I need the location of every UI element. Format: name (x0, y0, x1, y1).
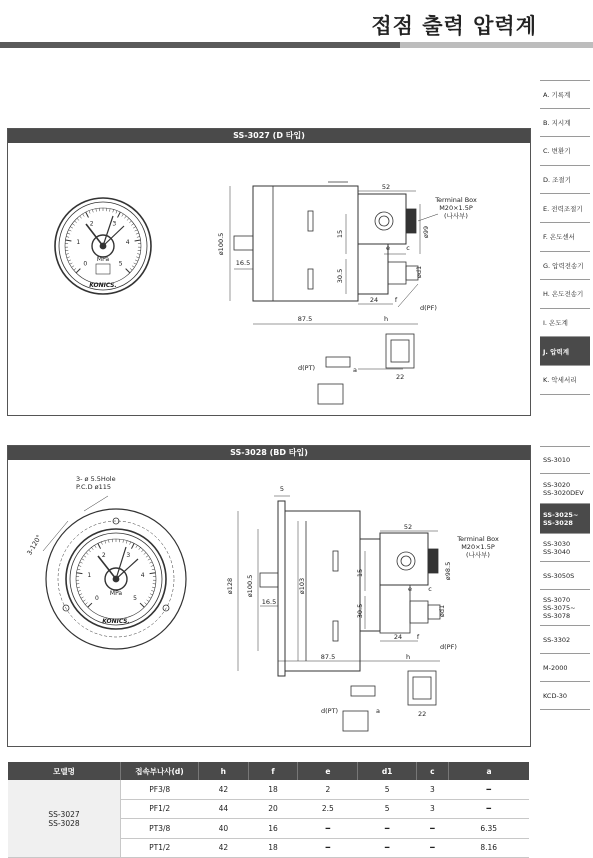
spec-table (8, 762, 529, 858)
dimension-labels (217, 183, 477, 381)
sidebar-category-item[interactable]: D. 조절기 (540, 166, 590, 195)
sidebar-category-item[interactable]: H. 온도전송기 (540, 280, 590, 309)
col-f: f (248, 762, 298, 780)
gauge-tick (78, 565, 81, 566)
table-cell: ━ (416, 819, 448, 839)
gauge-tick-label: 1 (87, 572, 91, 579)
gauge-tick (131, 543, 134, 548)
sidebar-category-item[interactable]: A. 기록계 (540, 80, 590, 109)
col-e: e (298, 762, 358, 780)
dim-a: a (376, 707, 380, 715)
gauge-tick (140, 603, 144, 607)
table-header-row (8, 762, 529, 780)
dim-h305: 30.5 (336, 269, 344, 283)
sidebar-model-label: SS-3070 (543, 596, 570, 604)
gauge-tick (146, 555, 148, 557)
dim-d99: ø99 (422, 226, 430, 238)
terminal-box-thread: M20×1.5P (461, 543, 495, 551)
gauge-tick (134, 263, 137, 264)
sidebar-model-label: SS-3025~ (543, 511, 578, 519)
dim-sq22: 22 (396, 373, 404, 381)
dim-w52: 52 (404, 523, 412, 531)
gauge-tick (135, 230, 138, 231)
gauge-tick-label: 3 (126, 552, 130, 559)
table-cell: 8.16 (448, 838, 529, 858)
sidebar-category-item[interactable]: C. 변환기 (540, 137, 590, 166)
sidebar-category-item[interactable]: K. 악세서리 (540, 366, 590, 395)
gauge-side-view (260, 501, 440, 731)
col-thread: 접속부나사(d) (121, 762, 199, 780)
gauge-tick (109, 540, 110, 543)
gauge-tick (84, 555, 86, 557)
gauge-tick-label: 3 (112, 221, 116, 228)
dim-h: h (406, 653, 410, 661)
gauge-tick (137, 254, 140, 255)
dim-sq22: 22 (418, 710, 426, 718)
col-a: a (448, 762, 529, 780)
sidebar-category-item[interactable]: I. 온도계 (540, 309, 590, 338)
gauge-tick (77, 569, 80, 570)
gauge-tick (77, 587, 80, 588)
page-title: 접점 출력 압력계 (371, 10, 537, 40)
drawing-ss3028 (8, 461, 530, 745)
sidebar-model-label: SS-3020DEV (543, 489, 584, 497)
dim-w24: 24 (394, 633, 402, 641)
dim-c: c (406, 244, 410, 252)
dim-h15: 15 (336, 230, 344, 238)
table-cell: 18 (248, 838, 298, 858)
table-cell: ━ (298, 819, 358, 839)
dim-c: c (428, 585, 432, 593)
col-d1: d1 (358, 762, 417, 780)
sidebar-model-item[interactable] (540, 446, 590, 474)
table-cell: 40 (199, 819, 249, 839)
gauge-tick (80, 562, 83, 563)
header-bar-accent (400, 42, 593, 48)
gauge-tick (85, 603, 87, 605)
gauge-tick (149, 562, 152, 563)
sidebar-model-item[interactable] (540, 504, 590, 534)
col-h: h (199, 762, 249, 780)
sidebar-model-label: SS-3030 (543, 540, 570, 548)
dim-w165: 16.5 (236, 259, 250, 267)
sidebar-model-label: M-2000 (543, 664, 568, 672)
model-cell (8, 780, 121, 858)
sidebar-model-item[interactable] (540, 626, 590, 654)
gauge-tick (126, 541, 127, 544)
table-cell: ━ (358, 838, 417, 858)
gauge-tick-label: 5 (133, 595, 137, 602)
gauge-tick (122, 214, 124, 217)
col-model: 모델명 (8, 762, 121, 780)
dim-h: h (384, 315, 388, 323)
gauge-tick (130, 268, 132, 270)
gauge-tick (77, 218, 79, 220)
panel-ss3028 (7, 445, 531, 747)
gauge-tick (89, 211, 90, 214)
dim-dpt: d(PT) (321, 707, 338, 715)
dim-d1005: ø100.5 (246, 575, 254, 598)
table-cell: 16 (248, 819, 298, 839)
table-cell: 2 (298, 780, 358, 799)
dim-d985: ø98.5 (444, 562, 452, 580)
gauge-tick (79, 594, 82, 595)
table-cell: 6.35 (448, 819, 529, 839)
table-cell: 3 (416, 780, 448, 799)
gauge-tick (86, 212, 89, 217)
gauge-tick-label: 4 (141, 572, 145, 579)
terminal-box-note: (나사부) (466, 550, 490, 559)
terminal-box-label: Terminal Box (456, 535, 499, 543)
gauge-tick (131, 224, 133, 226)
gauge-tick (70, 263, 73, 264)
table-cell: 18 (248, 780, 298, 799)
gauge-tick (88, 603, 92, 607)
dim-d103: ø103 (298, 578, 306, 594)
gauge-tick (139, 547, 141, 549)
gauge-tick (91, 547, 93, 549)
dim-w165: 16.5 (262, 598, 276, 606)
gauge-tick (69, 230, 72, 231)
table-cell: PF3/8 (121, 780, 199, 799)
table-cell: ━ (298, 838, 358, 858)
angle-label: 3-120° (25, 533, 43, 556)
gauge-tick (151, 590, 154, 591)
sidebar-model-label: SS-3010 (543, 456, 570, 464)
gauge-tick-label: 2 (102, 552, 106, 559)
gauge-tick (133, 227, 136, 229)
drawing-ss3027 (8, 144, 530, 414)
gauge-tick-label: 1 (76, 239, 80, 246)
gauge-tick (72, 224, 74, 226)
gauge-tick-label: 0 (83, 261, 87, 268)
model-name: SS-3028 (9, 819, 119, 828)
gauge-tick (135, 240, 141, 241)
dim-d1: ød1 (415, 266, 423, 278)
dim-w5: 5 (280, 485, 284, 493)
gauge-unit: MPa (110, 590, 123, 597)
gauge-tick (124, 216, 126, 218)
terminal-box-note: (나사부) (444, 211, 468, 220)
gauge-tick (81, 597, 84, 598)
panel-ss3027 (7, 128, 531, 416)
sidebar-model-item[interactable] (540, 474, 590, 504)
gauge-tick (83, 214, 85, 217)
gauge-tick (92, 210, 93, 213)
gauge-tick (136, 257, 139, 258)
gauge-tick (150, 573, 156, 574)
table-cell: 20 (248, 799, 298, 819)
model-sidebar (540, 446, 590, 710)
dim-w52: 52 (382, 183, 390, 191)
gauge-tick (113, 210, 114, 213)
model-name: SS-3027 (9, 810, 119, 819)
dim-dpt: d(PT) (298, 364, 315, 372)
gauge-tick (132, 266, 134, 268)
dim-w875: 87.5 (321, 653, 335, 661)
gauge-tick (123, 540, 124, 543)
gauge-tick (126, 269, 130, 273)
gauge-tick (150, 594, 153, 595)
hole-pcd: P.C.D ø115 (76, 483, 111, 491)
gauge-tick-label: 5 (119, 261, 123, 268)
gauge-tick-label: 0 (95, 595, 99, 602)
gauge-tick (67, 233, 70, 234)
gauge-tick (151, 565, 154, 566)
dim-dpf: d(PF) (420, 304, 437, 312)
gauge-tick (118, 212, 121, 217)
gauge-tick (152, 587, 155, 588)
gauge-tick (101, 542, 102, 545)
gauge-brand: KONICS. (89, 282, 116, 289)
gauge-tick (74, 221, 76, 223)
sidebar-model-item[interactable] (540, 562, 590, 590)
sidebar-category-item[interactable]: J. 압력계 (540, 337, 590, 366)
sidebar-category-item[interactable]: E. 전력조절기 (540, 194, 590, 223)
sidebar-model-label: SS-3028 (543, 519, 573, 527)
sidebar-category-item[interactable]: B. 지시계 (540, 109, 590, 138)
sidebar-model-item[interactable] (540, 654, 590, 682)
sidebar-model-item[interactable] (540, 534, 590, 562)
table-cell: 44 (199, 799, 249, 819)
gauge-tick (144, 553, 146, 555)
gauge-tick (105, 541, 106, 544)
table-cell: PT1/2 (121, 838, 199, 858)
gauge-brand: KONICS. (102, 618, 129, 625)
sidebar-model-label: SS-3302 (543, 636, 570, 644)
dim-e: e (408, 585, 412, 593)
gauge-tick (116, 211, 117, 214)
gauge-tick (74, 268, 76, 270)
gauge-tick (127, 218, 129, 220)
gauge-side-view (234, 182, 418, 404)
gauge-unit: MPa (97, 256, 110, 263)
gauge-tick (82, 559, 85, 561)
gauge-tick (136, 233, 139, 234)
sidebar-model-label: SS-3020 (543, 481, 570, 489)
gauge-tick (129, 221, 131, 223)
gauge-tick (152, 569, 155, 570)
gauge-tick (110, 209, 111, 212)
gauge-tick (66, 237, 69, 238)
gauge-tick (135, 260, 138, 261)
sidebar-model-item[interactable] (540, 682, 590, 710)
gauge-tick (98, 543, 101, 548)
gauge-tick (80, 216, 82, 218)
gauge-tick (65, 240, 71, 241)
gauge-tick (136, 545, 138, 548)
table-cell: 42 (199, 780, 249, 799)
panel-header: SS-3028 (BD 타입) (8, 446, 530, 460)
dim-f: f (395, 296, 398, 304)
table-cell: 42 (199, 838, 249, 858)
gauge-tick (83, 600, 85, 602)
sidebar-model-item[interactable] (540, 590, 590, 626)
dim-w24: 24 (370, 296, 378, 304)
table-cell: ━ (416, 838, 448, 858)
gauge-tick (86, 553, 88, 555)
gauge-tick (147, 600, 149, 602)
gauge-tick (148, 559, 151, 561)
gauge-tick-label: 4 (126, 239, 130, 246)
table-cell: 3 (416, 799, 448, 819)
gauge-tick (145, 603, 147, 605)
gauge-front-flanged (46, 509, 186, 649)
dim-h15: 15 (356, 569, 364, 577)
panel-header: SS-3027 (D 타입) (8, 129, 530, 143)
gauge-tick (89, 550, 91, 552)
gauge-tick (67, 257, 70, 258)
gauge-tick (70, 227, 73, 229)
dim-a: a (353, 366, 357, 374)
dim-dpf: d(PF) (440, 643, 457, 651)
dim-w875: 87.5 (298, 315, 312, 323)
gauge-tick-label: 2 (90, 221, 94, 228)
gauge-tick (137, 237, 140, 238)
table-cell: ━ (448, 780, 529, 799)
table-cell: 2.5 (298, 799, 358, 819)
gauge-tick (95, 545, 97, 548)
gauge-tick (130, 542, 131, 545)
table-cell: ━ (448, 799, 529, 819)
sidebar-model-label: KCD-30 (543, 692, 567, 700)
dim-h305: 30.5 (356, 604, 364, 618)
dim-d1: ød1 (438, 605, 446, 617)
gauge-tick (76, 269, 80, 273)
gauge-tick (96, 209, 97, 212)
terminal-box-thread: M20×1.5P (439, 204, 473, 212)
sidebar-category-item[interactable]: G. 압력전송기 (540, 252, 590, 281)
gauge-tick (72, 266, 74, 268)
table-cell: 5 (358, 780, 417, 799)
dim-d128: ø128 (226, 578, 234, 594)
dim-d1005: ø100.5 (217, 233, 225, 256)
category-sidebar (540, 80, 590, 395)
dim-e: e (386, 244, 390, 252)
hole-note: 3- ø 5.5Hole (76, 475, 116, 483)
table-cell: PT3/8 (121, 819, 199, 839)
table-cell: 5 (358, 799, 417, 819)
gauge-tick (66, 254, 69, 255)
gauge-front (55, 198, 151, 294)
table-cell: ━ (358, 819, 417, 839)
gauge-tick (76, 573, 82, 574)
gauge-tick (148, 597, 151, 598)
table-row (8, 780, 529, 799)
sidebar-model-label: SS-3075~ (543, 604, 576, 612)
sidebar-model-label: SS-3040 (543, 548, 570, 556)
table-cell: PF1/2 (121, 799, 199, 819)
sidebar-category-item[interactable]: F. 온도센서 (540, 223, 590, 252)
dim-f: f (417, 633, 420, 641)
header-bar (0, 42, 400, 48)
gauge-tick (78, 590, 81, 591)
terminal-box-label: Terminal Box (434, 196, 477, 204)
sidebar-model-label: SS-3050S (543, 572, 574, 580)
gauge-tick (141, 550, 143, 552)
sidebar-model-label: SS-3078 (543, 612, 570, 620)
col-c: c (416, 762, 448, 780)
gauge-tick (68, 260, 71, 261)
